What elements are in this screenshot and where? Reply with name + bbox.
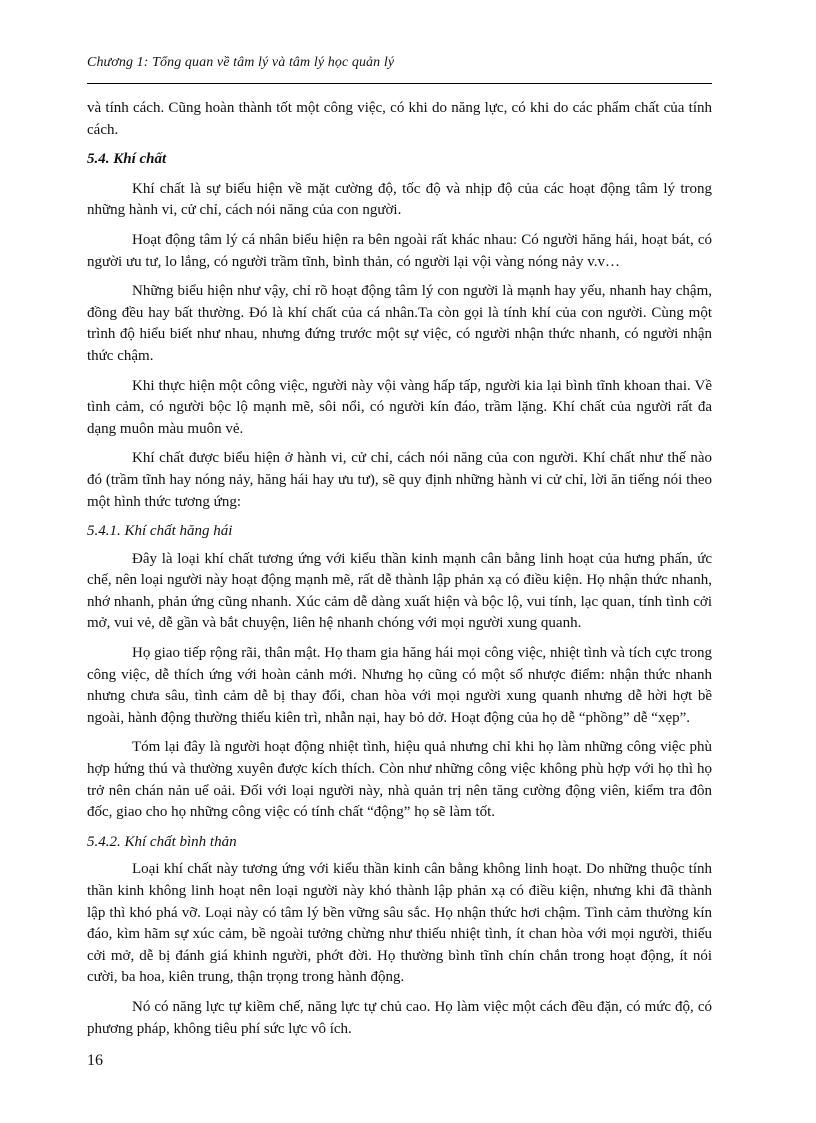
subsection-heading: 5.4.1. Khí chất hăng hái bbox=[87, 523, 233, 540]
paragraph: Khí chất là sự biểu hiện về mặt cường độ, tốc độ và nhịp độ của các hoạt động tâm lý trong những hành vi, cử chỉ, cách nói năng của con người. bbox=[87, 180, 712, 219]
paragraph: Loại khí chất này tương ứng với kiểu thần kinh cân bằng không linh hoạt. Do những thuộc tính thần kinh không linh hoạt nên loại người này khó thành lập phản xạ có điều kiện, nhưng khi đã thành lập thì khó phá vỡ. Loại này có tâm lý bền vững sâu sắc. Họ nhận thức hơi chậm. Tình cảm thường kín đáo, kìm hãm sự xúc cảm, bề ngoài tưởng chừng như thiếu nhiệt tình, ít chan hòa với mọi người, thiếu cởi mở, dễ bị đánh giá khinh người, phớt đời. Họ thường bình tĩnh chín chắn trong hoạt động, ít nói cười, ba hoa, kiên trung, thận trọng trong hành động. bbox=[87, 861, 712, 986]
paragraph: Những biểu hiện như vậy, chỉ rõ hoạt động tâm lý con người là mạnh hay yếu, nhanh hay chậm, đồng đều hay bất thường. Đó là khí chất của cá nhân.Ta còn gọi là tính khí của con người. Cùng một trình độ hiểu biết như nhau, nhưng đứng trước một sự việc, có người nhận thức nhanh, có người nhận thức chậm. bbox=[87, 283, 712, 364]
paragraph: Đây là loại khí chất tương ứng với kiểu thần kinh mạnh cân bằng linh hoạt của hưng phấn, ức chế, nên loại người này hoạt động mạnh mẽ, rất dễ thành lập phản xạ có điều kiện. Họ nhận thức nhanh, nhớ nhanh, phản ứng cũng nhanh. Xúc cảm dễ dàng xuất hiện và bộc lộ, vui tính, lạc quan, tính tình cởi mở, vui vẻ, dễ gần và bắt chuyện, liên hệ nhanh chóng với mọi người xung quanh. bbox=[87, 550, 712, 632]
section-heading: 5.4. Khí chất bbox=[87, 151, 167, 168]
running-header: Chương 1: Tổng quan về tâm lý và tâm lý học quản lý bbox=[87, 55, 395, 70]
page-body bbox=[87, 98, 712, 1048]
paragraph: Họ giao tiếp rộng rãi, thân mật. Họ tham gia hăng hái mọi công việc, nhiệt tình và tích cực trong công việc, dễ thích ứng với hoàn cảnh mới. Nhưng họ cũng có một số nhược điểm: nhận thức nhanh nhưng chưa sâu, tình cảm dễ bị thay đổi, chan hòa với mọi người xung quanh nhưng dễ hời hợt bề ngoài, hành động thường thiếu kiên trì, nhẫn nại, hay bỏ dở. Hoạt động của họ dễ “phồng” dễ “xẹp”. bbox=[87, 645, 712, 726]
paragraph: Nó có năng lực tự kiềm chế, năng lực tự chủ cao. Họ làm việc một cách đều đặn, có mức độ, có phương pháp, không tiêu phí sức lực vô ích. bbox=[87, 998, 712, 1037]
header-divider bbox=[87, 83, 712, 84]
paragraph: Hoạt động tâm lý cá nhân biểu hiện ra bên ngoài rất khác nhau: Có người hăng hái, hoạt bát, có người ưu tư, lo lắng, có người trầm tĩnh, bình thản, có người lại vội vàng nóng nảy v.v… bbox=[87, 231, 712, 270]
paragraph-continued: và tính cách. Cũng hoàn thành tốt một công việc, có khi do năng lực, có khi do các phẩm chất của tính cách. bbox=[87, 100, 712, 138]
page-number: 16 bbox=[87, 1052, 103, 1069]
paragraph: Khi thực hiện một công việc, người này vội vàng hấp tấp, người kia lại bình tĩnh khoan thai. Về tình cảm, có người bộc lộ mạnh mẽ, sôi nổi, có người kín đáo, trầm lặng. Khí chất của người rất đa dạng muôn màu muôn vẻ. bbox=[87, 377, 712, 437]
subsection-heading: 5.4.2. Khí chất bình thản bbox=[87, 833, 237, 850]
paragraph: Tóm lại đây là người hoạt động nhiệt tình, hiệu quả nhưng chỉ khi họ làm những công việc phù hợp hứng thú và thường xuyên được kích thích. Còn như những công việc không phù hợp với họ thì họ trở nên chán nản uể oải. Đối với loại người này, nhà quản trị nên tăng cường động viên, kiểm tra đôn đốc, giao cho họ những công việc có tính chất “động” họ sẽ làm tốt. bbox=[87, 739, 712, 821]
paragraph: Khí chất được biểu hiện ở hành vi, cử chỉ, cách nói năng của con người. Khí chất như thế nào đó (trầm tĩnh hay nóng nảy, hăng hái hay ưu tư), sẽ quy định những hành vi cử chỉ, lời ăn tiếng nói theo một hình thức tương ứng: bbox=[87, 450, 712, 510]
